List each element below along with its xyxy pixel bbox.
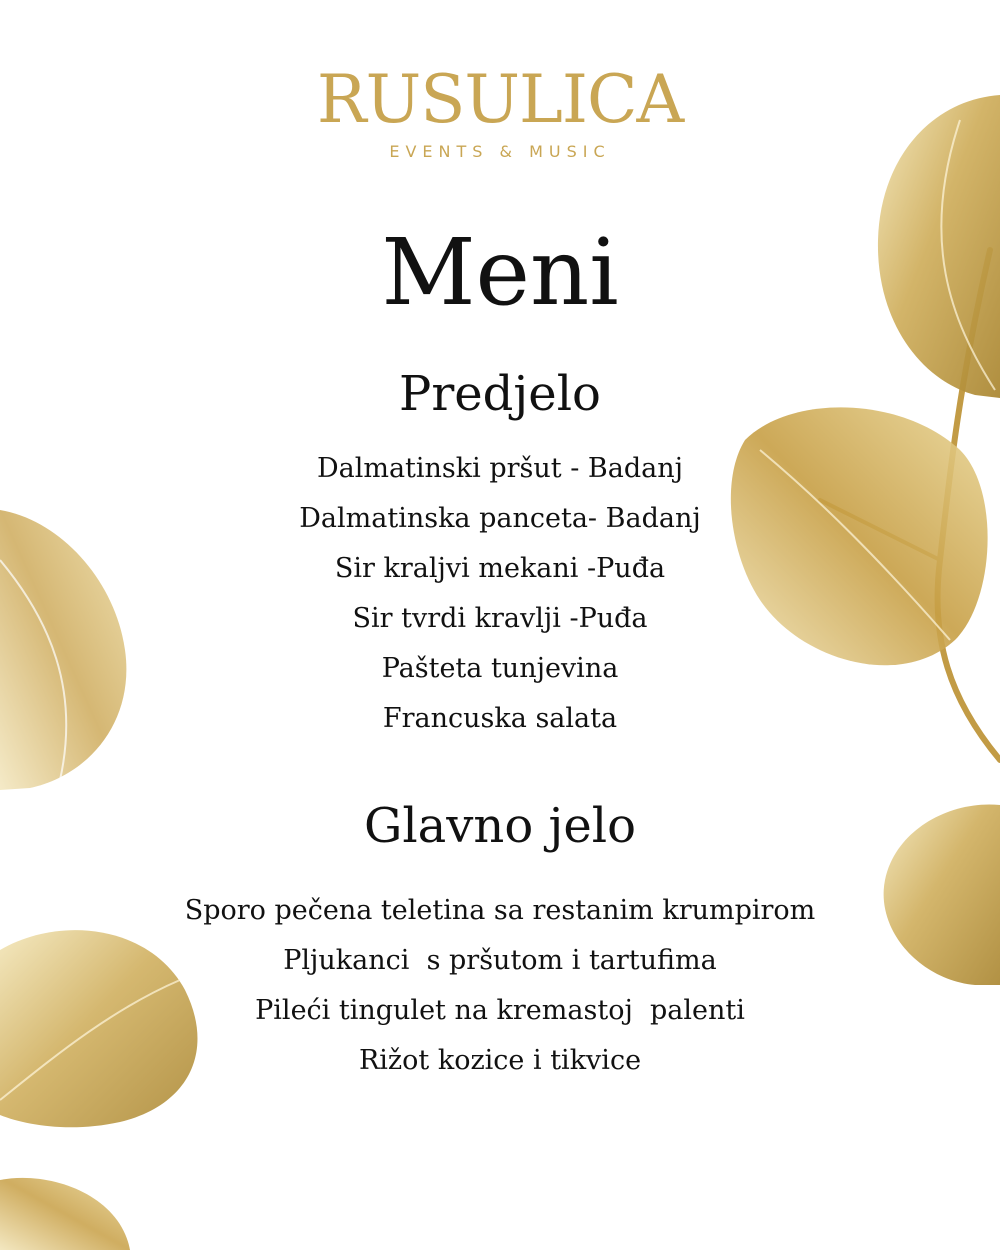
main-course-heading: Glavno jelo — [363, 798, 637, 854]
menu-item: Dalmatinski pršut - Badanj — [316, 453, 684, 484]
menu-item: Francuska salata — [382, 703, 618, 734]
menu-item: Dalmatinska panceta- Badanj — [299, 503, 701, 534]
left-corner-leaf — [0, 1178, 130, 1250]
menu-item: Sir tvrdi kravlji -Puđa — [352, 603, 648, 634]
menu-item: Rižot kozice i tikvice — [358, 1045, 642, 1076]
menu-title: Meni — [381, 219, 619, 326]
brand-logo — [0, 60, 1000, 162]
starter-list — [0, 444, 1000, 744]
menu-item: Sir kraljvi mekani -Puđa — [334, 553, 666, 584]
menu-item: Pileći tingulet na kremastoj palenti — [255, 995, 745, 1026]
menu-item: Pašteta tunjevina — [381, 653, 619, 684]
menu-item: Pljukanci s pršutom i tartufima — [283, 945, 717, 976]
main-course-list — [0, 886, 1000, 1086]
brand-tagline: EVENTS & MUSIC — [389, 142, 611, 161]
starter-heading: Predjelo — [399, 366, 601, 422]
brand-wordmark: RUSULICA — [316, 61, 684, 138]
menu-item: Sporo pečena teletina sa restanim krumpirom — [184, 895, 816, 926]
